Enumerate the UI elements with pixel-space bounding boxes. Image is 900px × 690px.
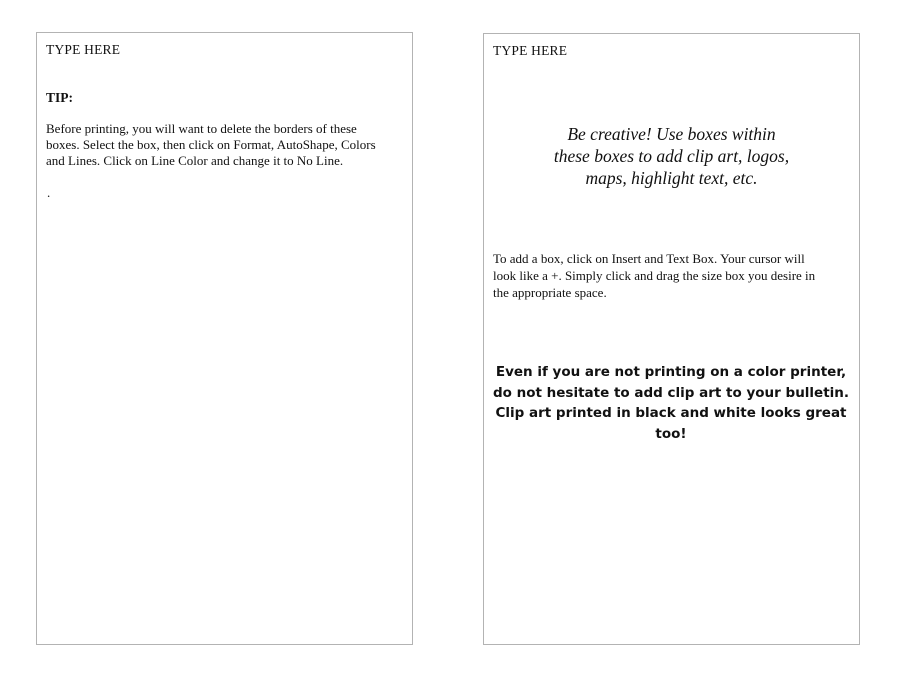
clipart-line: too! bbox=[655, 425, 687, 442]
clip-art-note bbox=[486, 362, 856, 444]
be-creative-note bbox=[484, 123, 859, 189]
tip-body bbox=[46, 121, 402, 169]
right-text-box[interactable] bbox=[483, 33, 860, 645]
left-type-here-placeholder[interactable]: TYPE HERE bbox=[46, 42, 121, 57]
creative-line: Be creative! Use boxes within bbox=[567, 124, 776, 144]
stray-period: . bbox=[47, 185, 51, 200]
right-type-here-placeholder[interactable]: TYPE HERE bbox=[493, 43, 568, 58]
tip-line: Before printing, you will want to delete the borders of these bbox=[46, 121, 357, 136]
clipart-line: do not hesitate to add clip art to your bulletin. bbox=[492, 384, 850, 401]
tip-heading: TIP: bbox=[46, 90, 73, 105]
tip-line: and Lines. Click on Line Color and change it to No Line. bbox=[46, 153, 344, 168]
add-box-line: look like a +. Simply click and drag the size box you desire in bbox=[493, 268, 816, 283]
tip-line: boxes. Select the box, then click on Format, AutoShape, Colors bbox=[46, 137, 376, 152]
creative-line: these boxes to add clip art, logos, bbox=[553, 146, 790, 166]
clipart-line: Even if you are not printing on a color printer, bbox=[495, 364, 847, 380]
creative-line: maps, highlight text, etc. bbox=[585, 168, 758, 188]
add-box-line: the appropriate space. bbox=[493, 285, 607, 300]
clipart-line: Clip art printed in black and white looks great bbox=[495, 405, 847, 421]
left-text-box[interactable] bbox=[36, 32, 413, 645]
add-box-instructions bbox=[493, 250, 849, 301]
add-box-line: To add a box, click on Insert and Text Box. Your cursor will bbox=[493, 251, 805, 266]
